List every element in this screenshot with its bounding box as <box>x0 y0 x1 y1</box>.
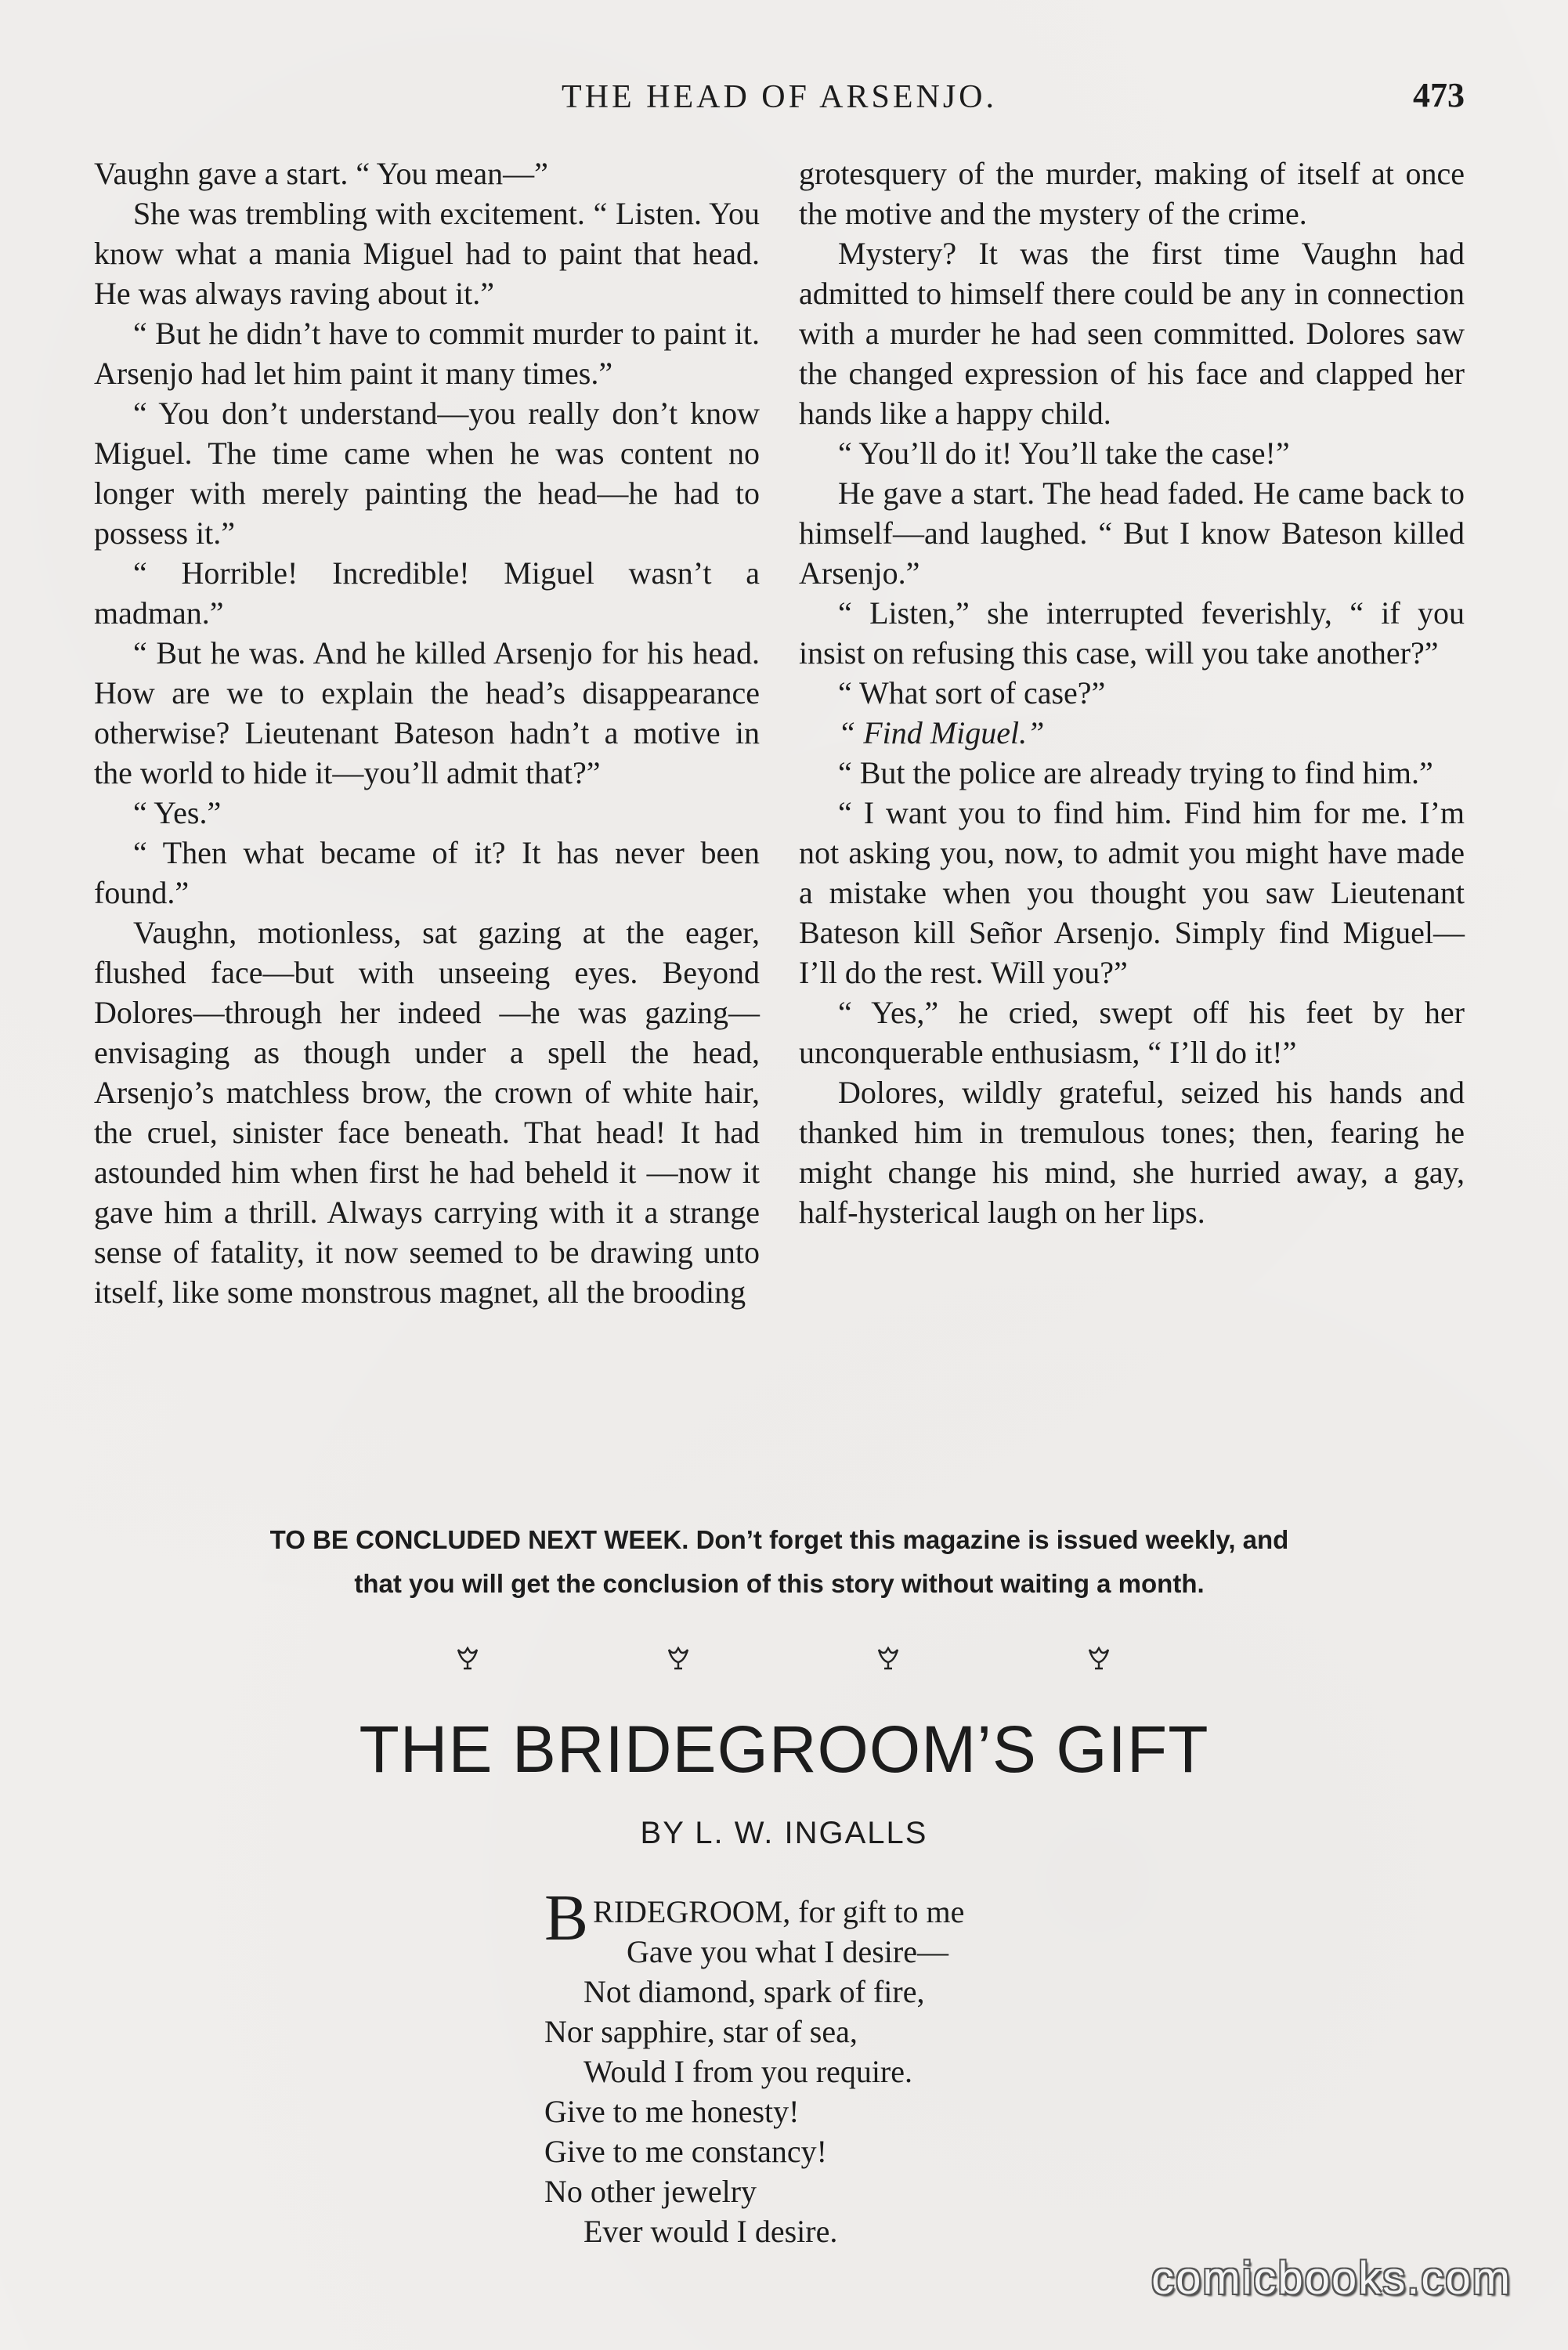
tulip-ornament-icon <box>665 1645 692 1672</box>
left-paragraph: She was trembling with excitement. “ Listen. You know what a mania Miguel had to paint that head. He was always raving about it.” <box>94 196 760 311</box>
page-number: 473 <box>1413 76 1465 114</box>
poem-line: No other jewelry <box>544 2174 757 2209</box>
tulip-ornament-icon <box>454 1645 481 1672</box>
left-paragraph: Vaughn gave a start. “ You mean—” <box>94 156 548 191</box>
left-paragraph: Vaughn, motionless, sat gazing at the eager, flushed face—but with unseeing eyes. Beyond Dolores—through her indeed —he was gazing—envisaging as though under a spell the head, Arsenjo’s matchless brow, the crown of white hair, the cruel, sinister face beneath. That head! It had astounded him when first he had beheld it —now it gave him a thrill. Always carrying with it a strange sense of fatality, it now seemed to be drawing unto itself, like some monstrous magnet, all the brooding <box>94 915 760 1310</box>
right-column <box>799 154 1465 1312</box>
poem-line: Give to me honesty! <box>544 2094 800 2129</box>
right-paragraph: “ Find Miguel.” <box>838 715 1045 750</box>
left-paragraph: “ Then what became of it? It has never been found.” <box>94 835 760 910</box>
left-paragraph: “ You don’t understand—you really don’t know Miguel. The time came when he was content no longer with merely painting the head—he had to possess it.” <box>94 396 760 551</box>
left-paragraph: “ But he didn’t have to commit murder to paint it. Arsenjo had let him paint it many times.” <box>94 316 760 391</box>
right-paragraph: Dolores, wildly grateful, seized his hands and thanked him in tremulous tones; then, fearing he might change his mind, she hurried away, a gay, half-hysterical laugh on her lips. <box>799 1075 1465 1230</box>
poem-line: Nor sapphire, star of sea, <box>544 2014 858 2049</box>
poem-line: Not diamond, spark of fire, <box>583 1974 925 2009</box>
drop-cap: B <box>544 1882 589 1954</box>
right-paragraph: He gave a start. The head faded. He came back to himself—and laughed. “ But I know Bateson killed Arsenjo.” <box>799 475 1465 591</box>
site-watermark: comicbooks.com <box>1151 2253 1512 2304</box>
poem-line: Would I from you require. <box>583 2054 912 2089</box>
right-paragraph: Mystery? It was the first time Vaughn had admitted to himself there could be any in connection with a murder he had seen committed. Dolores saw the changed expression of his face and clapped her hands like a happy child. <box>799 236 1465 431</box>
right-paragraph: grotesquery of the murder, making of itself at once the motive and the mystery of the crime. <box>799 156 1465 231</box>
right-paragraph: “ What sort of case?” <box>838 675 1106 710</box>
left-paragraph: “ Horrible! Incredible! Miguel wasn’t a madman.” <box>94 555 760 631</box>
running-title: THE HEAD OF ARSENJO. <box>561 79 998 115</box>
right-paragraph: “ But the police are already trying to find him.” <box>838 755 1433 790</box>
tulip-ornament-icon <box>875 1645 901 1672</box>
continuation-notice <box>94 1518 1465 1606</box>
left-column <box>94 154 760 1312</box>
right-paragraph: “ You’ll do it! You’ll take the case!” <box>838 436 1290 471</box>
poem-byline: BY L. W. INGALLS <box>640 1816 928 1850</box>
ornament-row <box>454 1645 1112 1672</box>
tulip-ornament-icon <box>1086 1645 1112 1672</box>
right-paragraph: “ Yes,” he cried, swept off his feet by her unconquerable enthusiasm, “ I’ll do it!” <box>799 995 1465 1070</box>
story-columns <box>94 154 1465 1312</box>
poem-line: Give to me constancy! <box>544 2134 827 2169</box>
right-paragraph: “ Listen,” she interrupted feverishly, “ if you insist on refusing this case, will you take another?” <box>799 595 1465 671</box>
notice-line-2: that you will get the conclusion of this story without waiting a month. <box>354 1569 1205 1598</box>
poem-line: RIDEGROOM, for gift to me <box>593 1894 965 1929</box>
left-paragraph: “ Yes.” <box>133 795 222 830</box>
running-head <box>94 75 1465 122</box>
right-paragraph: “ I want you to find him. Find him for me. I’m not asking you, now, to admit you might have made a mistake when you thought you saw Lieutenant Bateson kill Señor Arsenjo. Simply find Miguel—I’ll do the rest. Will you?” <box>799 795 1465 990</box>
poem-body <box>544 1882 1093 2251</box>
poem-line: Gave you what I desire— <box>627 1934 948 1969</box>
left-paragraph: “ But he was. And he killed Arsenjo for his head. How are we to explain the head’s disappearance otherwise? Lieutenant Bateson hadn’t a motive in the world to hide it—you’ll admit that?” <box>94 635 760 790</box>
poem-title: THE BRIDEGROOM’S GIFT <box>359 1712 1209 1786</box>
poem-line: Ever would I desire. <box>583 2214 838 2249</box>
notice-line-1: TO BE CONCLUDED NEXT WEEK. Don’t forget this magazine is issued weekly, and <box>269 1525 1289 1554</box>
